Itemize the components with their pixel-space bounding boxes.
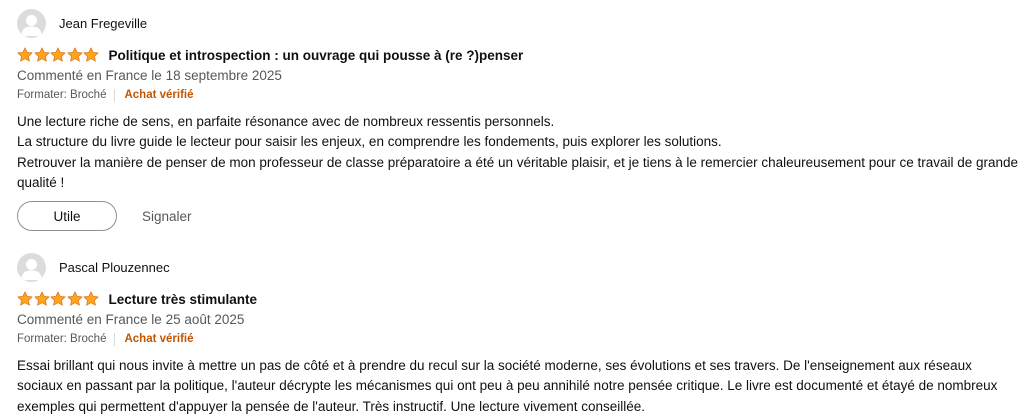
review-card bbox=[17, 252, 1020, 417]
review-body bbox=[17, 112, 1020, 193]
star-icon bbox=[50, 47, 66, 63]
divider bbox=[114, 333, 115, 346]
reviewer-name[interactable]: Jean Fregeville bbox=[59, 15, 148, 31]
verified-purchase-badge: Achat vérifié bbox=[124, 333, 194, 345]
helpful-button[interactable]: Utile bbox=[17, 201, 117, 231]
star-icon bbox=[17, 291, 33, 307]
review-body bbox=[17, 356, 1020, 417]
review-date: Commenté en France le 18 septembre 2025 bbox=[17, 68, 282, 83]
divider bbox=[114, 89, 115, 102]
review-paragraph: La structure du livre guide le lecteur pour saisir les enjeux, en comprendre les fondements, puis explorer les solutions. bbox=[17, 134, 722, 150]
star-rating[interactable] bbox=[17, 47, 100, 63]
star-icon bbox=[67, 47, 83, 63]
star-rating[interactable] bbox=[17, 291, 100, 307]
review-date: Commenté en France le 25 août 2025 bbox=[17, 312, 245, 327]
star-icon bbox=[34, 291, 50, 307]
default-user-icon bbox=[17, 9, 46, 38]
star-icon bbox=[83, 291, 99, 307]
review-paragraph: Retrouver la manière de penser de mon professeur de classe préparatoire a été un véritable plaisir, et je tiens à le remercier chaleureusement pour ce travail de grande qualité ! bbox=[17, 154, 1019, 190]
star-icon bbox=[34, 47, 50, 63]
review-card bbox=[17, 8, 1020, 231]
review-paragraph: Essai brillant qui nous invite à mettre un pas de côté et à prendre du recul sur la société moderne, ses évolutions et ses travers. De l'enseignement aux réseaux sociaux en passant par la politique, l'auteur décrypte les mécanismes qui ont peu à peu annihilé notre pensée critique. Le livre est documenté et étayé de nombreux exemples qui permettent d'appuyer la pensée de l'auteur. Très instructif. Une lecture vivement conseillée. bbox=[17, 358, 998, 414]
review-title[interactable]: Politique et introspection : un ouvrage qui pousse à (re ?)penser bbox=[108, 47, 524, 63]
reviewer-name[interactable]: Pascal Plouzennec bbox=[59, 259, 170, 275]
star-icon bbox=[50, 291, 66, 307]
format-label: Formater: Broché bbox=[17, 333, 107, 345]
star-icon bbox=[67, 291, 83, 307]
format-label: Formater: Broché bbox=[17, 89, 107, 101]
default-user-icon bbox=[17, 253, 46, 282]
verified-purchase-badge: Achat vérifié bbox=[124, 89, 194, 101]
star-icon bbox=[83, 47, 99, 63]
review-title[interactable]: Lecture très stimulante bbox=[108, 291, 258, 307]
star-icon bbox=[17, 47, 33, 63]
reviewer-profile[interactable] bbox=[17, 8, 1020, 38]
report-link[interactable]: Signaler bbox=[142, 208, 192, 224]
reviewer-profile[interactable] bbox=[17, 252, 1020, 282]
review-paragraph: Une lecture riche de sens, en parfaite résonance avec de nombreux ressentis personnels. bbox=[17, 114, 555, 129]
